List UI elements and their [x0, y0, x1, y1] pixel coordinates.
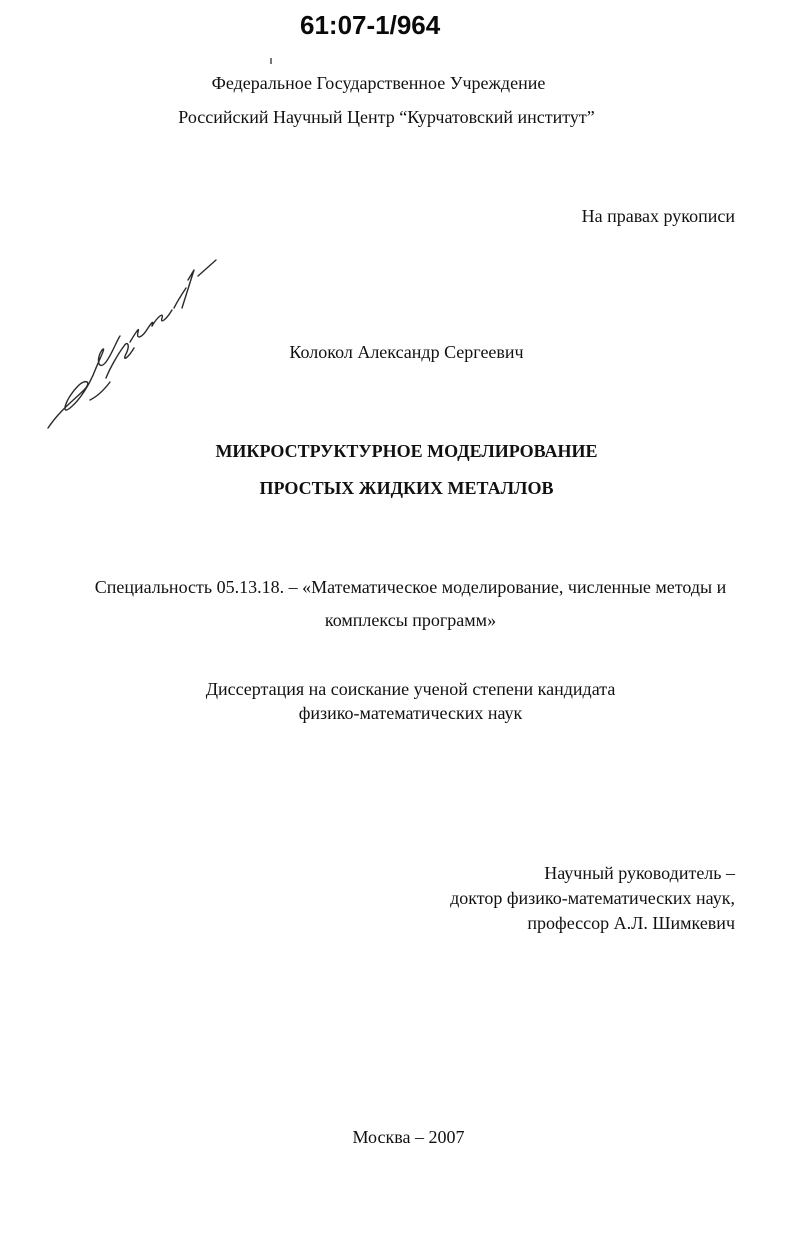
- institution-line-2: Российский Научный Центр “Курчатовский институт”: [178, 107, 595, 127]
- degree-line-1: Диссертация на соискание ученой степени кандидата: [205, 679, 616, 699]
- specialty-line-1: Специальность 05.13.18. – «Математическое моделирование, численные методы и: [94, 577, 727, 597]
- archive-stamp-number: 61:07-1/964: [300, 10, 441, 40]
- scan-artifact: [270, 58, 272, 64]
- dissertation-title-line-1: МИКРОСТРУКТУРНОЕ МОДЕЛИРОВАНИЕ: [215, 441, 598, 461]
- supervisor-name: профессор А.Л. Шимкевич: [527, 913, 735, 933]
- degree-line-2: физико-математических наук: [298, 703, 523, 723]
- institution-line-1: Федеральное Государственное Учреждение: [211, 73, 546, 93]
- place-and-year: Москва – 2007: [352, 1127, 465, 1147]
- manuscript-rights-note: На правах рукописи: [581, 206, 735, 226]
- supervisor-degree: доктор физико-математических наук,: [450, 888, 735, 908]
- specialty-line-2: комплексы программ»: [324, 610, 497, 630]
- supervisor-role: Научный руководитель –: [544, 863, 735, 883]
- dissertation-title-line-2: ПРОСТЫХ ЖИДКИХ МЕТАЛЛОВ: [259, 478, 554, 498]
- author-name: Колокол Александр Сергеевич: [289, 342, 524, 362]
